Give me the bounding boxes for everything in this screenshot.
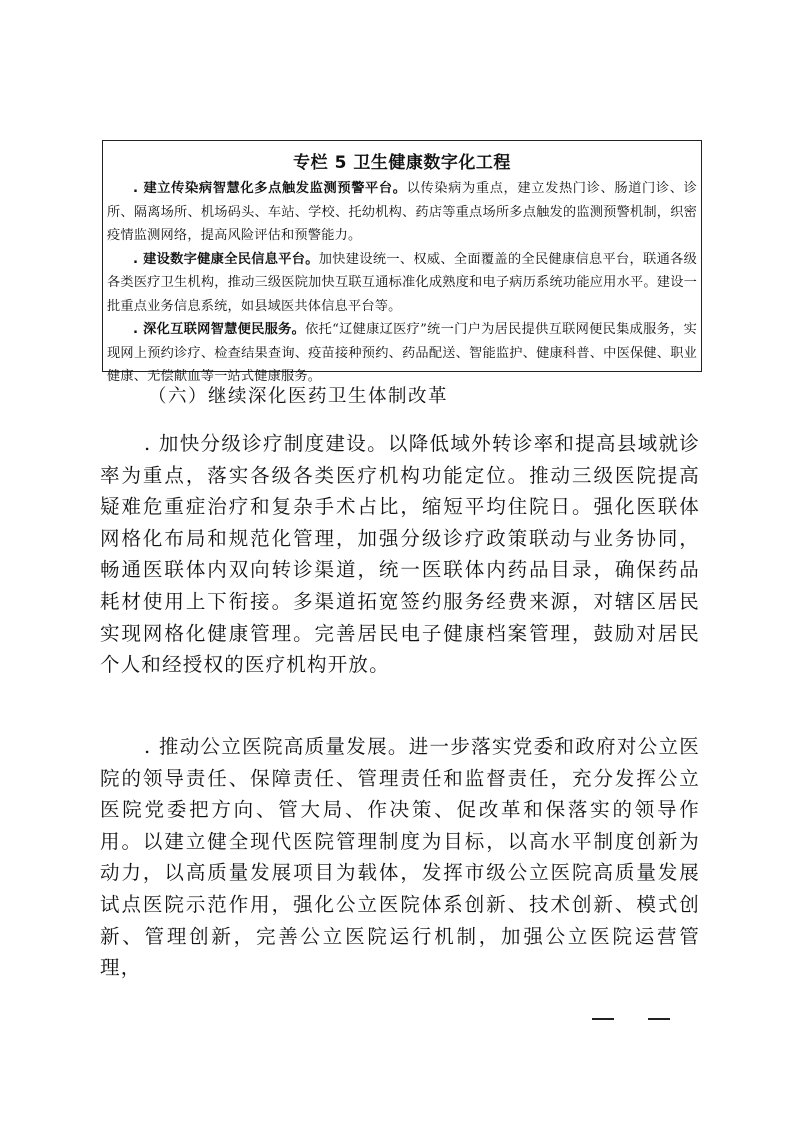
feature-box <box>102 140 702 384</box>
box-item-1-lead: . 建立传染病智慧化多点触发监测预警平台。 <box>133 181 407 196</box>
box-item-3-text: 依托“辽健康辽医疗”统一门户为居民提供互联网便民集成服务，实现网上预约诊疗、检查结果查询、疫苗接种预约、药品配送、智能监护、健康科普、中医保健、职业健康、无偿献血等一站式健康服务。 <box>107 322 697 384</box>
box-item-1 <box>107 177 697 248</box>
box-item-2-text: 加快建设统一、权威、全面覆盖的全民健康信息平台，联通各级各类医疗卫生机构，推动三级医院加快互联互通标准化成熟度和电子病历系统功能应用水平。建设一批重点业务信息系统，如县域医共体信息平台等。 <box>107 251 697 314</box>
body-paragraph-1: . 加快分级诊疗制度建设。以降低域外转诊率和提高县域就诊率为重点，落实各级各类医疗机构功能定位。推动三级医院提高疑难危重症治疗和复杂手术占比，缩短平均住院日。强化医联体网格化布局和规范化管理，加强分级诊疗政策联动与业务协同，畅通医联体内双向转诊渠道，统一医联体内药品目录，确保药品耗材使用上下衔接。多渠道拓宽签约服务经费来源，对辖区居民实现网格化健康管理。完善居民电子健康档案管理，鼓励对居民个人和经授权的医疗机构开放。 <box>100 432 700 677</box>
body-paragraph-2: . 推动公立医院高质量发展。进一步落实党委和政府对公立医院的领导责任、保障责任、管理责任和监督责任，充分发挥公立医院党委把方向、管大局、作决策、促改革和保落实的领导作用。以建立健全现代医院管理制度为目标，以高水平制度创新为动力，以高质量发展项目为载体，发挥市级公立医院高质量发展试点医院示范作用，强化公立医院体系创新、技术创新、模式创新、管理创新，完善公立医院运行机制，加强公立医院运营管理， <box>100 735 700 980</box>
box-item-2-lead: . 建设数字健康全民信息平台。 <box>133 251 319 267</box>
page-dash-right <box>648 1018 670 1020</box>
page-number-mark <box>592 1012 672 1026</box>
page-dash-left <box>592 1018 614 1020</box>
box-item-3-lead: . 深化互联网智慧便民服务。 <box>133 322 306 337</box>
box-item-3 <box>107 318 697 389</box>
section-heading: （六）继续深化医药卫生体制改革 <box>148 386 449 407</box>
box-title: 专栏 5 卫生健康数字化工程 <box>293 153 511 173</box>
box-item-1-text: 以传染病为重点，建立发热门诊、肠道门诊、诊所、隔离场所、机场码头、车站、学校、托幼机构、药店等重点场所多点触发的监测预警机制，织密疫情监测网络，提高风险评估和预警能力。 <box>107 181 697 243</box>
box-item-2 <box>107 248 697 319</box>
